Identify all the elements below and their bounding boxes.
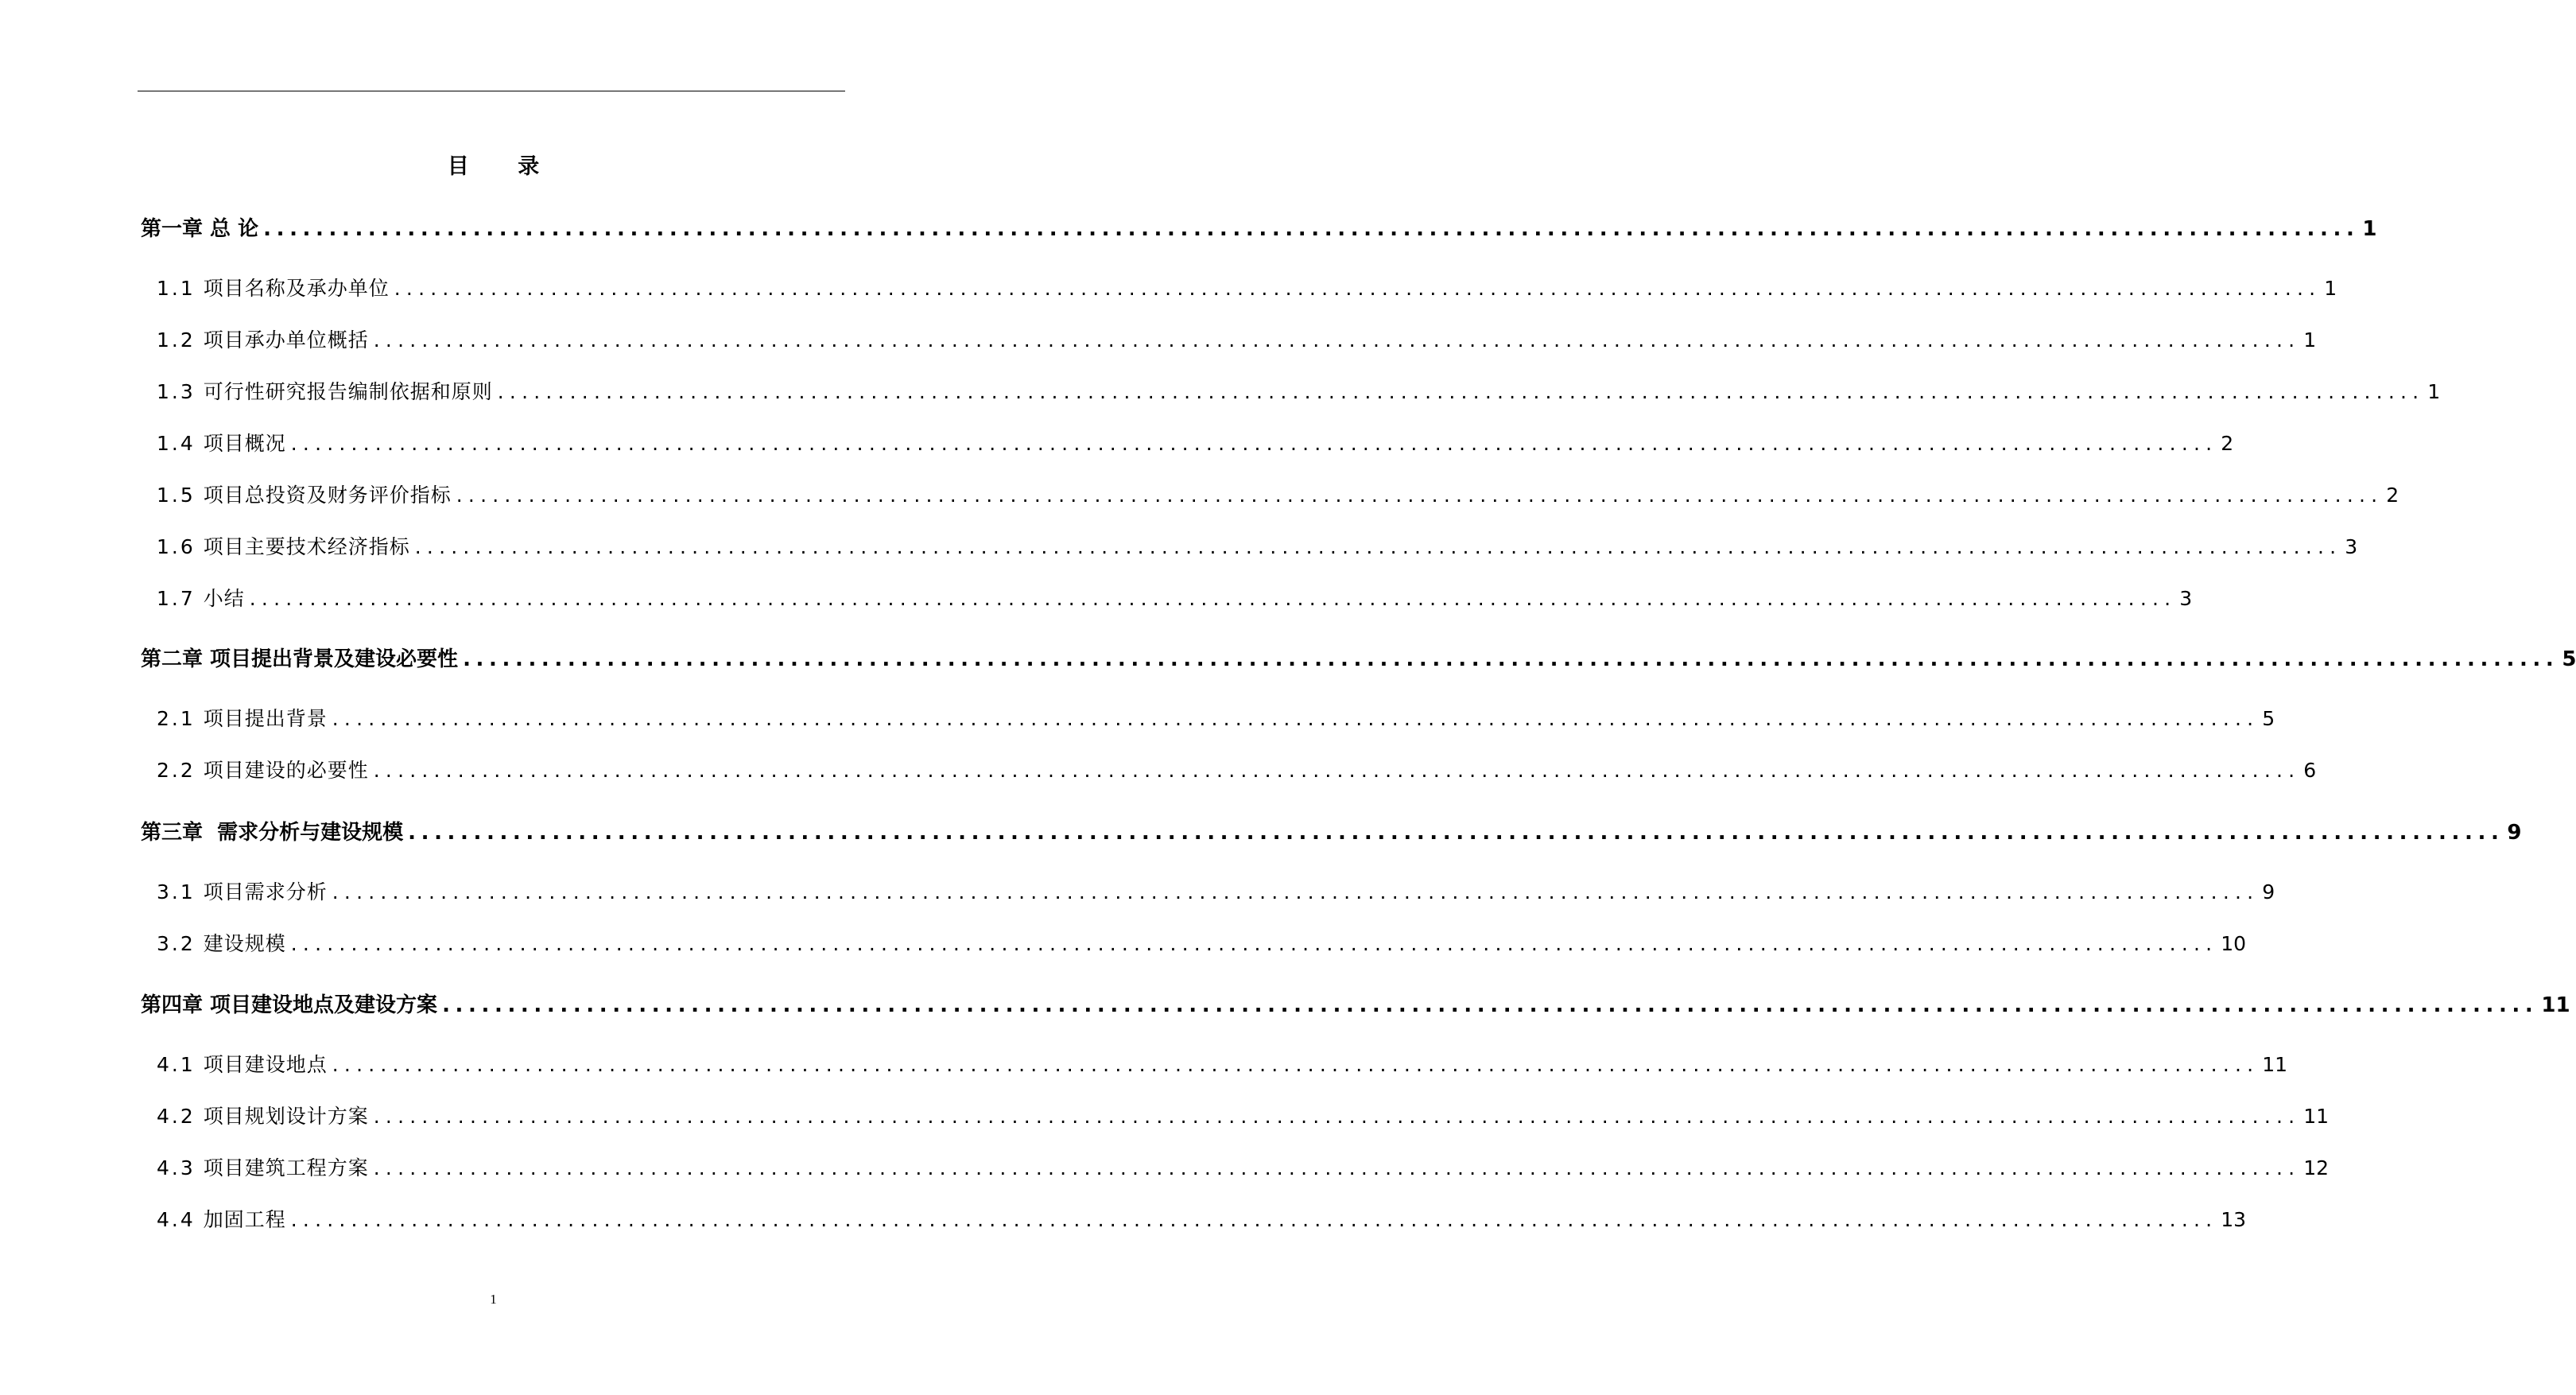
- dot-leader: ................................................................................................................................................................: [394, 277, 2322, 300]
- toc-section-4-1[interactable]: [157, 1049, 2288, 1081]
- toc-title: 目 录: [447, 154, 561, 179]
- toc-entry-title: 项目承办单位概括: [203, 328, 369, 352]
- dot-leader: ................................................................................................................................................................: [442, 993, 2539, 1017]
- dot-leader: ................................................................................................................................................................: [263, 217, 2360, 241]
- dot-leader: ................................................................................................................................................................: [249, 587, 2177, 610]
- toc-entry-page: 1: [2303, 328, 2317, 352]
- dot-leader: ................................................................................................................................................................: [497, 380, 2425, 403]
- toc-entry-number: 2.2: [157, 759, 196, 782]
- footer-page-number: 1: [490, 1292, 497, 1307]
- dot-leader: ................................................................................................................................................................: [332, 707, 2260, 730]
- toc-chapter-1[interactable]: [141, 213, 2377, 245]
- toc-entry-number: 3.1: [157, 880, 196, 903]
- toc-entry-page: 2: [2386, 484, 2399, 507]
- toc-entry-page: 6: [2303, 759, 2317, 782]
- toc-entry-title: 项目名称及承办单位: [203, 277, 390, 300]
- toc-entry-number: 2.1: [157, 707, 196, 730]
- toc-entry-number: 1.3: [157, 380, 196, 403]
- toc-entry-page: 13: [2221, 1208, 2247, 1231]
- toc-section-4-3[interactable]: [157, 1152, 2330, 1184]
- toc-section-1-4[interactable]: [157, 428, 2234, 460]
- toc-chapter-2[interactable]: [141, 643, 2576, 675]
- dot-leader: ................................................................................................................................................................: [414, 535, 2342, 558]
- toc-entry-title: 项目提出背景: [203, 707, 328, 730]
- toc-entry-title: 项目需求分析: [203, 880, 328, 903]
- toc-entry-page: 12: [2303, 1156, 2330, 1179]
- toc-section-3-1[interactable]: [157, 876, 2275, 908]
- toc-entry-page: 3: [2345, 535, 2358, 558]
- toc-entry-title: 项目概况: [203, 432, 286, 455]
- toc-section-1-2[interactable]: [157, 324, 2317, 356]
- toc-entry-title: 小结: [203, 587, 245, 610]
- toc-entry-page: 11: [2262, 1053, 2288, 1076]
- toc-entry-title: 项目建筑工程方案: [203, 1156, 369, 1179]
- toc-section-1-3[interactable]: [157, 376, 2441, 408]
- dot-leader: ................................................................................................................................................................: [456, 484, 2384, 507]
- dot-leader: ................................................................................................................................................................: [408, 821, 2504, 845]
- toc-section-2-2[interactable]: [157, 755, 2317, 787]
- toc-entry-title: 项目规划设计方案: [203, 1105, 369, 1128]
- dot-leader: ................................................................................................................................................................: [332, 880, 2260, 903]
- toc-section-2-1[interactable]: [157, 703, 2275, 735]
- toc-entry-page: 10: [2221, 932, 2247, 955]
- toc-entry-title: 第三章 需求分析与建设规模: [141, 821, 404, 845]
- toc-entry-title: 第一章 总 论: [141, 217, 259, 241]
- toc-entry-page: 2: [2221, 432, 2234, 455]
- dot-leader: ................................................................................................................................................................: [373, 1105, 2301, 1128]
- toc-section-1-1[interactable]: [157, 273, 2337, 305]
- toc-section-1-7[interactable]: [157, 583, 2193, 615]
- toc-entry-title: 项目建设地点: [203, 1053, 328, 1076]
- dot-leader: ................................................................................................................................................................: [290, 932, 2218, 955]
- toc-entry-title: 第四章 项目建设地点及建设方案: [141, 993, 438, 1017]
- toc-section-1-5[interactable]: [157, 480, 2399, 511]
- toc-entry-number: 4.3: [157, 1156, 196, 1179]
- toc-entry-page: 9: [2262, 880, 2275, 903]
- toc-section-4-4[interactable]: [157, 1204, 2247, 1236]
- toc-entry-title: 项目主要技术经济指标: [203, 535, 410, 558]
- toc-entry-number: 3.2: [157, 932, 196, 955]
- toc-entry-page: 11: [2541, 993, 2570, 1017]
- toc-entry-page: 1: [2362, 217, 2377, 241]
- toc-section-1-6[interactable]: [157, 531, 2358, 563]
- toc-entry-page: 9: [2507, 821, 2522, 845]
- toc-chapter-3[interactable]: [141, 817, 2522, 849]
- toc-entry-title: 可行性研究报告编制依据和原则: [203, 380, 493, 403]
- toc-entry-number: 4.4: [157, 1208, 196, 1231]
- toc-entry-page: 11: [2303, 1105, 2330, 1128]
- toc-chapter-4[interactable]: [141, 989, 2570, 1021]
- toc-entry-title: 项目建设的必要性: [203, 759, 369, 782]
- toc-section-4-2[interactable]: [157, 1101, 2330, 1133]
- toc-entry-page: 5: [2262, 707, 2275, 730]
- dot-leader: ................................................................................................................................................................: [373, 328, 2301, 352]
- dot-leader: ................................................................................................................................................................: [373, 1156, 2301, 1179]
- toc-entry-title: 加固工程: [203, 1208, 286, 1231]
- toc-entry-number: 1.7: [157, 587, 196, 610]
- toc-entry-page: 5: [2562, 647, 2576, 671]
- toc-section-3-2[interactable]: [157, 928, 2247, 960]
- dot-leader: ................................................................................................................................................................: [290, 432, 2218, 455]
- toc-entry-page: 3: [2179, 587, 2193, 610]
- toc-entry-title: 建设规模: [203, 932, 286, 955]
- toc-entry-title: 项目总投资及财务评价指标: [203, 484, 452, 507]
- toc-entry-number: 4.1: [157, 1053, 196, 1076]
- dot-leader: ................................................................................................................................................................: [332, 1053, 2260, 1076]
- toc-entry-title: 第二章 项目提出背景及建设必要性: [141, 647, 459, 671]
- toc-entry-number: 1.6: [157, 535, 196, 558]
- toc-entry-page: 1: [2324, 277, 2337, 300]
- toc-entry-number: 1.4: [157, 432, 196, 455]
- dot-leader: ................................................................................................................................................................: [290, 1208, 2218, 1231]
- dot-leader: ................................................................................................................................................................: [463, 647, 2559, 671]
- toc-entry-number: 4.2: [157, 1105, 196, 1128]
- toc-entry-number: 1.5: [157, 484, 196, 507]
- toc-entry-page: 1: [2427, 380, 2441, 403]
- toc-entry-number: 1.2: [157, 328, 196, 352]
- dot-leader: ................................................................................................................................................................: [373, 759, 2301, 782]
- toc-entry-number: 1.1: [157, 277, 196, 300]
